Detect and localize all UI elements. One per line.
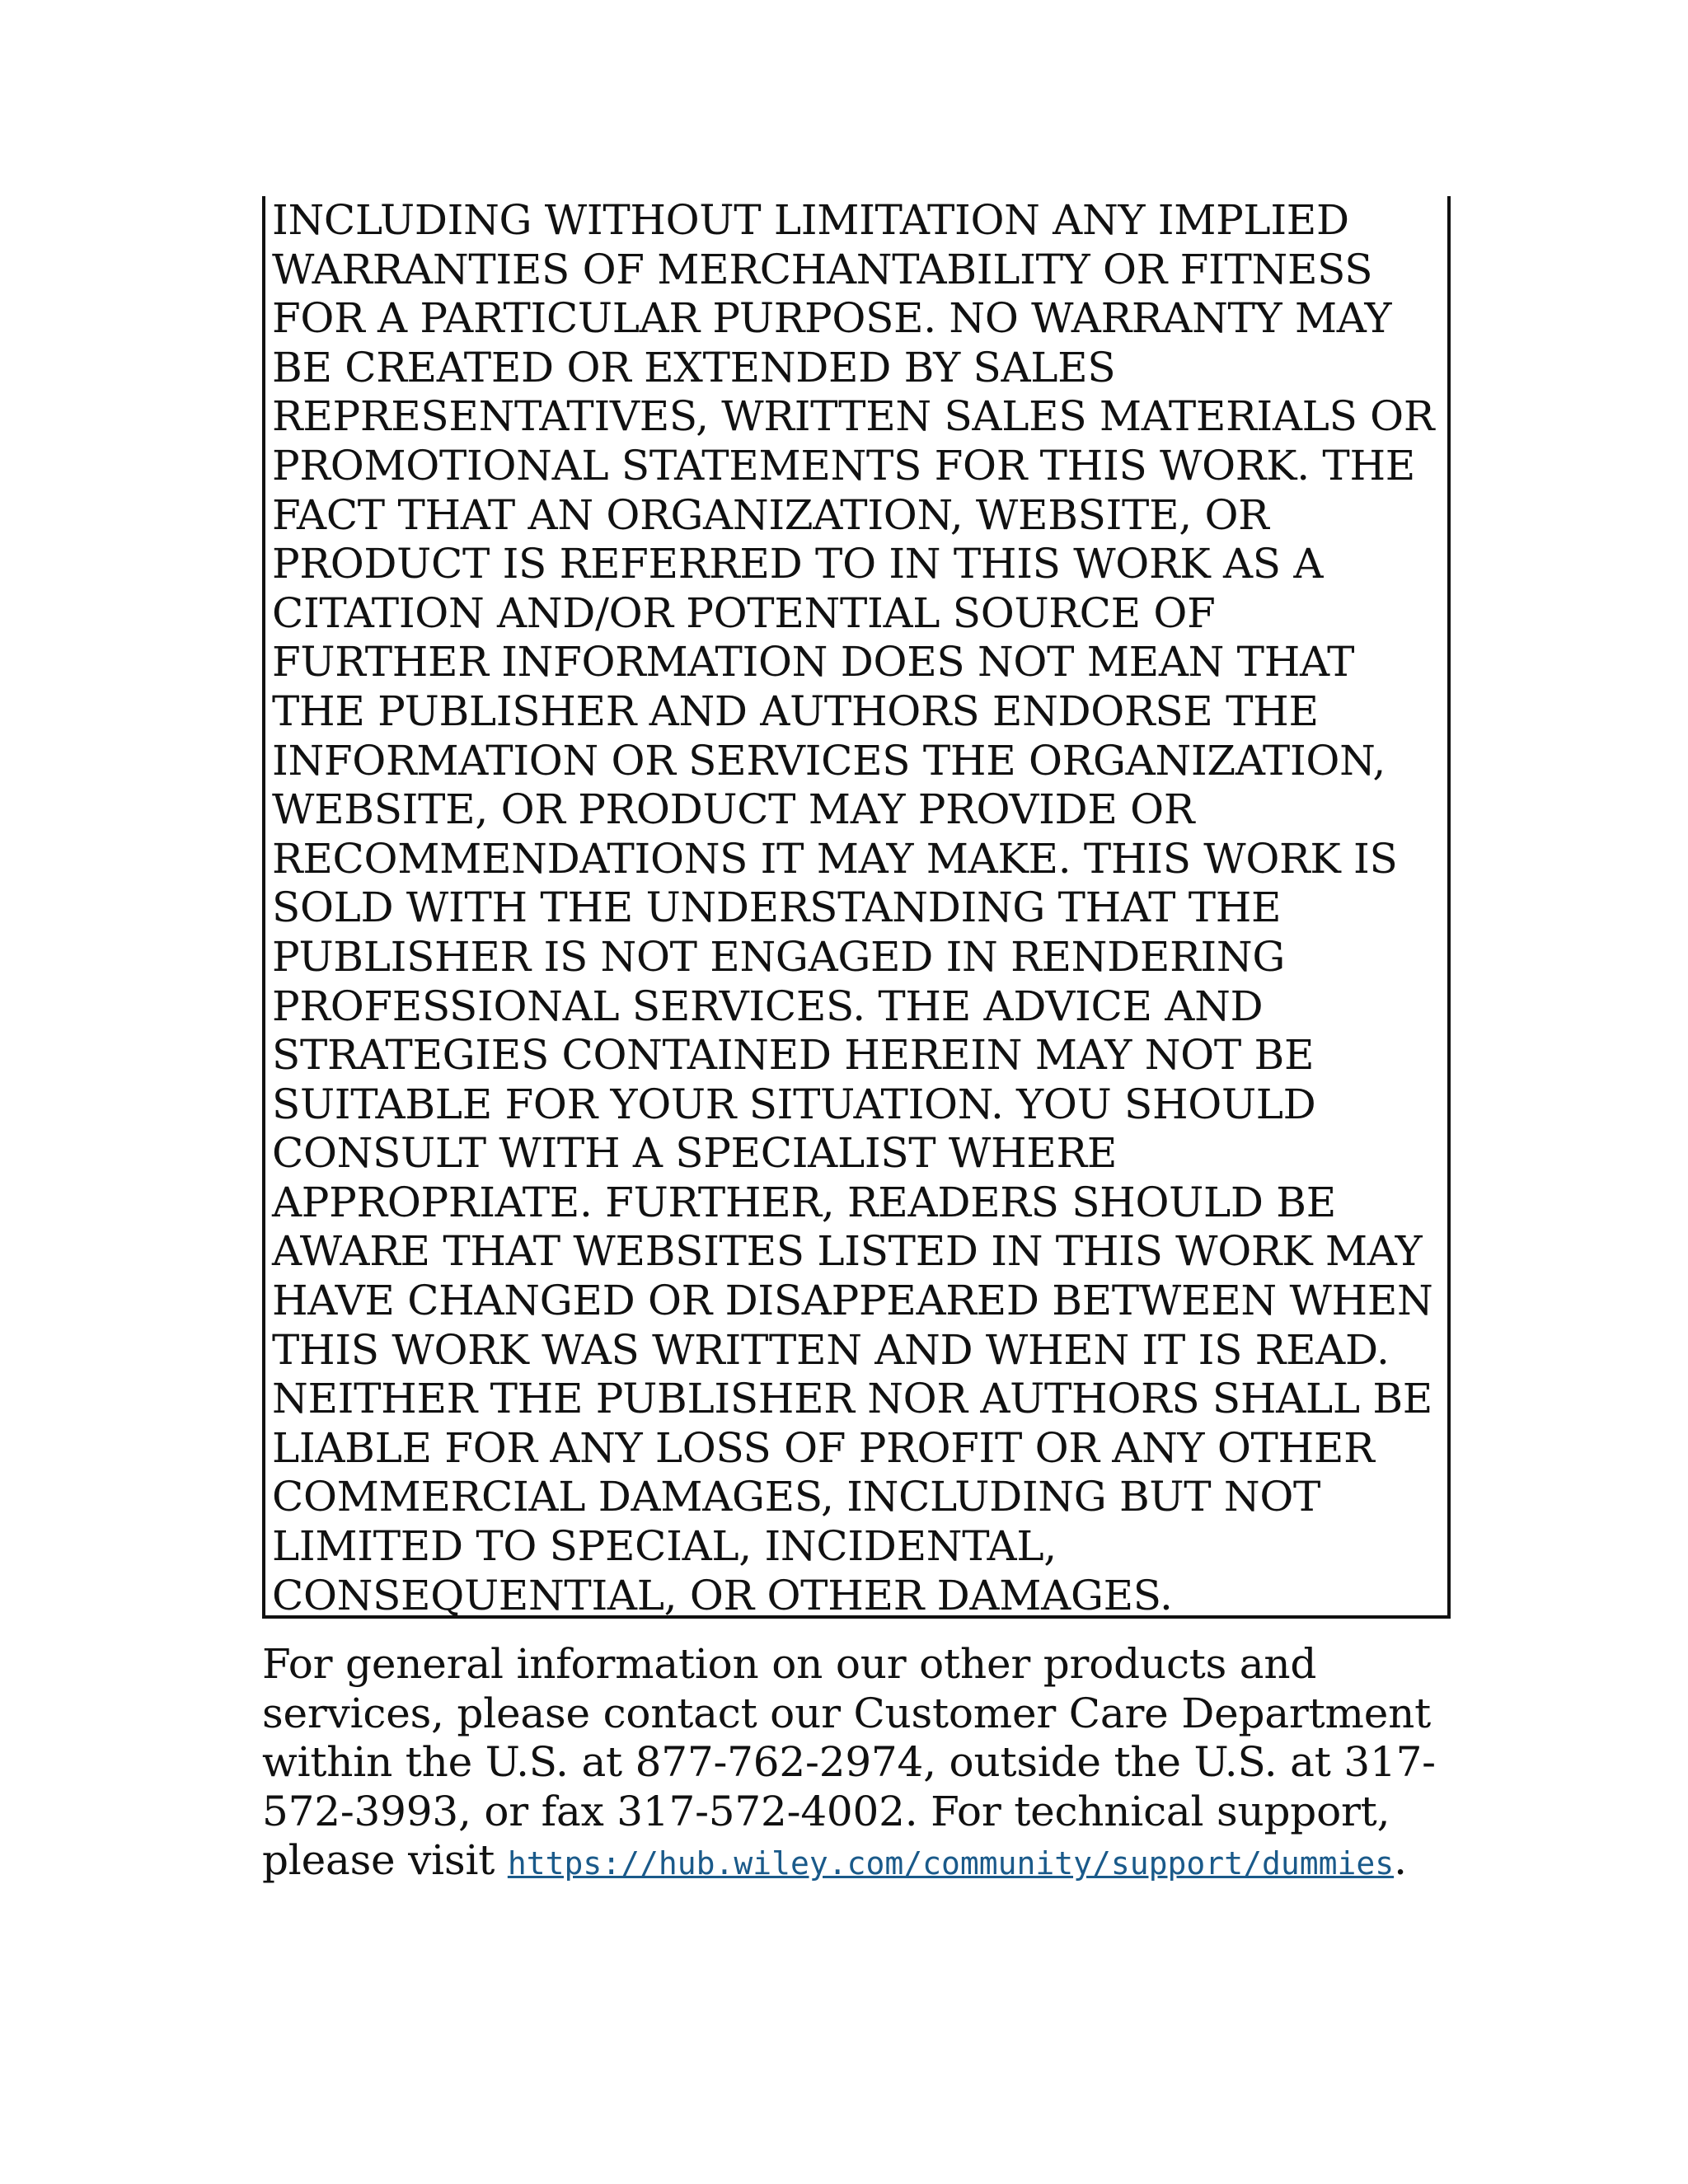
disclaimer-text [272, 196, 1434, 1620]
disclaimer-line: INCLUDING WITHOUT LIMITATION ANY IMPLIED [272, 196, 1349, 244]
disclaimer-line: THE PUBLISHER AND AUTHORS ENDORSE THE [272, 687, 1319, 735]
disclaimer-line: HAVE CHANGED OR DISAPPEARED BETWEEN WHEN [272, 1277, 1433, 1325]
disclaimer-line: FOR A PARTICULAR PURPOSE. NO WARRANTY MAY [272, 294, 1392, 343]
disclaimer-line: FURTHER INFORMATION DOES NOT MEAN THAT [272, 638, 1355, 687]
disclaimer-line: PRODUCT IS REFERRED TO IN THIS WORK AS A [272, 540, 1324, 588]
disclaimer-line: RECOMMENDATIONS IT MAY MAKE. THIS WORK IS [272, 834, 1398, 883]
disclaimer-line: FACT THAT AN ORGANIZATION, WEBSITE, OR [272, 490, 1269, 539]
contact-line: For general information on our other products and [262, 1640, 1317, 1688]
disclaimer-line: AWARE THAT WEBSITES LISTED IN THIS WORK MAY [272, 1227, 1423, 1276]
contact-line-last [262, 1836, 1436, 1889]
disclaimer-line: LIMITED TO SPECIAL, INCIDENTAL, [272, 1522, 1057, 1571]
disclaimer-line: INFORMATION OR SERVICES THE ORGANIZATION, [272, 736, 1386, 785]
disclaimer-line: CONSEQUENTIAL, OR OTHER DAMAGES. [272, 1571, 1173, 1619]
disclaimer-line: APPROPRIATE. FURTHER, READERS SHOULD BE [272, 1178, 1336, 1226]
disclaimer-line: COMMERCIAL DAMAGES, INCLUDING BUT NOT [272, 1473, 1321, 1521]
disclaimer-line: BE CREATED OR EXTENDED BY SALES [272, 343, 1116, 391]
disclaimer-line: CITATION AND/OR POTENTIAL SOURCE OF [272, 588, 1216, 637]
contact-visit-suffix: . [1394, 1836, 1407, 1885]
disclaimer-line: WEBSITE, OR PRODUCT MAY PROVIDE OR [272, 785, 1195, 834]
disclaimer-line: CONSULT WITH A SPECIALIST WHERE [272, 1129, 1118, 1178]
contact-paragraph [262, 1640, 1436, 1889]
disclaimer-line: STRATEGIES CONTAINED HEREIN MAY NOT BE [272, 1031, 1315, 1080]
contact-line: 572-3993, or fax 317-572-4002. For technical support, [262, 1787, 1390, 1835]
disclaimer-line: PROMOTIONAL STATEMENTS FOR THIS WORK. THE [272, 441, 1415, 490]
support-link[interactable]: https://hub.wiley.com/community/support/dummies [507, 1845, 1395, 1882]
disclaimer-line: WARRANTIES OF MERCHANTABILITY OR FITNESS [272, 245, 1373, 293]
disclaimer-box [262, 196, 1451, 1619]
contact-line: services, please contact our Customer Care Department [262, 1689, 1432, 1737]
disclaimer-line: NEITHER THE PUBLISHER NOR AUTHORS SHALL BE [272, 1375, 1433, 1423]
disclaimer-line: LIABLE FOR ANY LOSS OF PROFIT OR ANY OTHER [272, 1423, 1375, 1472]
contact-visit-prefix: please visit [262, 1836, 508, 1885]
disclaimer-line: THIS WORK WAS WRITTEN AND WHEN IT IS READ. [272, 1325, 1390, 1374]
disclaimer-line: SOLD WITH THE UNDERSTANDING THAT THE [272, 883, 1282, 932]
disclaimer-line: PROFESSIONAL SERVICES. THE ADVICE AND [272, 982, 1264, 1030]
disclaimer-line: PUBLISHER IS NOT ENGAGED IN RENDERING [272, 932, 1285, 981]
disclaimer-line: SUITABLE FOR YOUR SITUATION. YOU SHOULD [272, 1080, 1316, 1128]
contact-line: within the U.S. at 877-762-2974, outside the U.S. at 317- [262, 1738, 1436, 1787]
disclaimer-line: REPRESENTATIVES, WRITTEN SALES MATERIALS OR [272, 392, 1435, 441]
